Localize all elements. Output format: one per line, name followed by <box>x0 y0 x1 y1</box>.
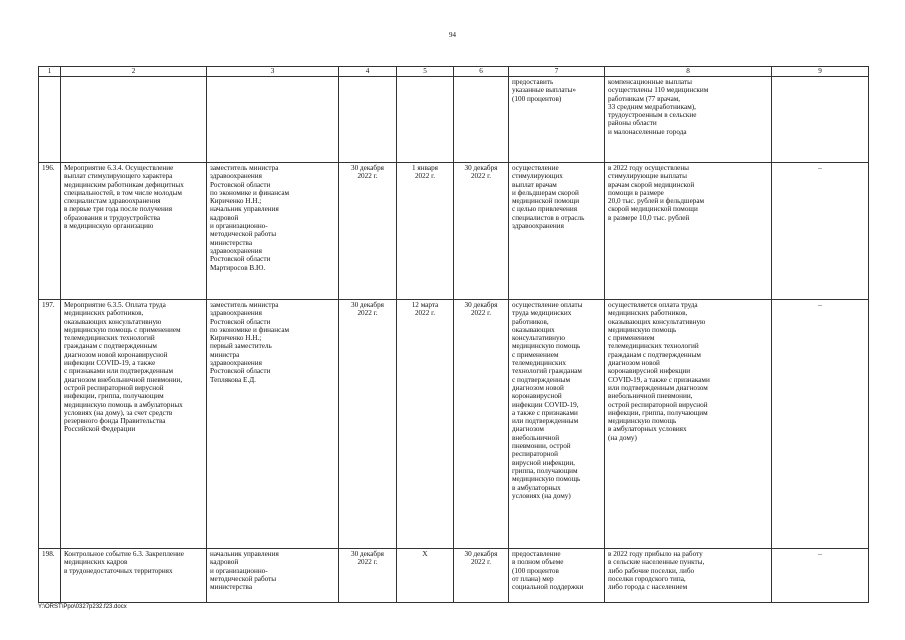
plan-start-cell: 30 декабря 2022 г. <box>339 549 397 603</box>
row-number <box>39 77 61 163</box>
notes-cell: – <box>772 300 869 549</box>
header-row <box>39 67 869 77</box>
plan-start-cell <box>339 77 397 163</box>
expected-result-cell: предоставление в полном объеме (100 процентов от плана) мер социальной поддержки <box>509 549 605 603</box>
plan-end-cell <box>454 77 509 163</box>
expected-result-cell: осуществление стимулирующих выплат врачам и фельдшерам скорой медицинской помощи с целью привлечения специалистов в отрасль здравоохранения <box>509 163 605 300</box>
responsible-cell: заместитель министра здравоохранения Ростовской области по экономике и финансам Кириченко Н.Н.; начальник управления кадровой и организационно- методической работы министерства здравоохранения Ростовской области Мартиросов В.Ю. <box>207 163 339 300</box>
plan-start-cell: 30 декабря 2022 г. <box>339 300 397 549</box>
plan-end-cell: 30 декабря 2022 г. <box>454 300 509 549</box>
header-cell: 7 <box>509 67 605 77</box>
header-cell: 4 <box>339 67 397 77</box>
row-number: 196. <box>39 163 61 300</box>
notes-cell <box>772 77 869 163</box>
actual-start-cell: Х <box>397 549 454 603</box>
header-cell: 2 <box>61 67 207 77</box>
header-cell: 5 <box>397 67 454 77</box>
table-row <box>39 163 869 300</box>
row-number: 198. <box>39 549 61 603</box>
actual-result-cell: в 2022 году осуществлены стимулирующие выплаты врачам скорой медицинской помощи в размере 20,0 тыс. рублей и фельдшерам скорой медицинской помощи в размере 10,0 тыс. рублей <box>605 163 772 300</box>
event-cell: Контрольное событие 6.3. Закрепление медицинских кадров в трудонедостаточных территориях <box>61 549 207 603</box>
event-cell: Мероприятие 6.3.5. Оплата труда медицинских работников, оказывающих консультативную медицинскую помощь с применением телемедицинских технологий гражданам с подтвержденным диагнозом новой коронавирусной инфекции COVID-19, а также с признаками или подтвержденным диагнозом внебольничной пневмонии, острой респираторной вирусной инфекции, гриппа, получающим медицинскую помощь в амбулаторных условиях (на дому), за счет средств резервного фонда Правительства Российской Федерации <box>61 300 207 549</box>
responsible-cell <box>207 77 339 163</box>
page-number: 94 <box>449 31 456 39</box>
plan-end-cell: 30 декабря 2022 г. <box>454 549 509 603</box>
footer-file-path: Y:\ORST\Ppo\0327p232.f23.docx <box>38 604 127 610</box>
expected-result-cell: предоставить указанные выплаты» (100 процентов) <box>509 77 605 163</box>
table-row <box>39 549 869 603</box>
header-cell: 3 <box>207 67 339 77</box>
actual-start-cell: 1 января 2022 г. <box>397 163 454 300</box>
notes-cell: – <box>772 549 869 603</box>
actual-start-cell: 12 марта 2022 г. <box>397 300 454 549</box>
notes-cell: – <box>772 163 869 300</box>
responsible-cell: заместитель министра здравоохранения Ростовской области по экономике и финансам Кириченко Н.Н.; первый заместитель министра здравоохранения Ростовской области Теплякова Е.Д. <box>207 300 339 549</box>
plan-start-cell: 30 декабря 2022 г. <box>339 163 397 300</box>
report-table <box>38 66 869 603</box>
event-cell: Мероприятие 6.3.4. Осуществление выплат стимулирующего характера медицинским работникам дефицитных специальностей, в том числе молодым специалистам здравоохранения в первые три года после получения образования и трудоустройства в медицинскую организацию <box>61 163 207 300</box>
event-cell <box>61 77 207 163</box>
header-cell: 6 <box>454 67 509 77</box>
expected-result-cell: осуществление оплаты труда медицинских работников, оказывающих консультативную медицинскую помощь с применением телемедицинских технологий гражданам с подтвержденным диагнозом новой коронавирусной инфекции COVID-19, а также с признаками или подтвержденным диагнозом внебольничной пневмонии, острой респираторной вирусной инфекции, гриппа, получающим медицинскую помощь в амбулаторных условиях (на дому) <box>509 300 605 549</box>
row-number: 197. <box>39 300 61 549</box>
actual-result-cell: осуществляется оплата труда медицинских работников, оказывающих консультативную медицинскую помощь с применением телемедицинских технологий гражданам с подтвержденным диагнозом новой коронавирусной инфекции COVID-19, а также с признаками или подтвержденным диагнозом внебольничной пневмонии, острой респираторной вирусной инфекции, гриппа, получающим медицинскую помощь в амбулаторных условиях (на дому) <box>605 300 772 549</box>
responsible-cell: начальник управления кадровой и организационно- методической работы министерства <box>207 549 339 603</box>
table-row <box>39 77 869 163</box>
header-cell: 9 <box>772 67 869 77</box>
actual-result-cell: в 2022 году прибыло на работу в сельские населенные пункты, либо рабочие поселки, либо поселки городского типа, либо города с населением <box>605 549 772 603</box>
plan-end-cell: 30 декабря 2022 г. <box>454 163 509 300</box>
header-cell: 1 <box>39 67 61 77</box>
table-row <box>39 300 869 549</box>
actual-start-cell <box>397 77 454 163</box>
header-cell: 8 <box>605 67 772 77</box>
actual-result-cell: компенсационные выплаты осуществлены 110 медицинским работникам (77 врачам, 33 средним медработникам), трудоустроенным в сельские районы области и малонаселенные города <box>605 77 772 163</box>
